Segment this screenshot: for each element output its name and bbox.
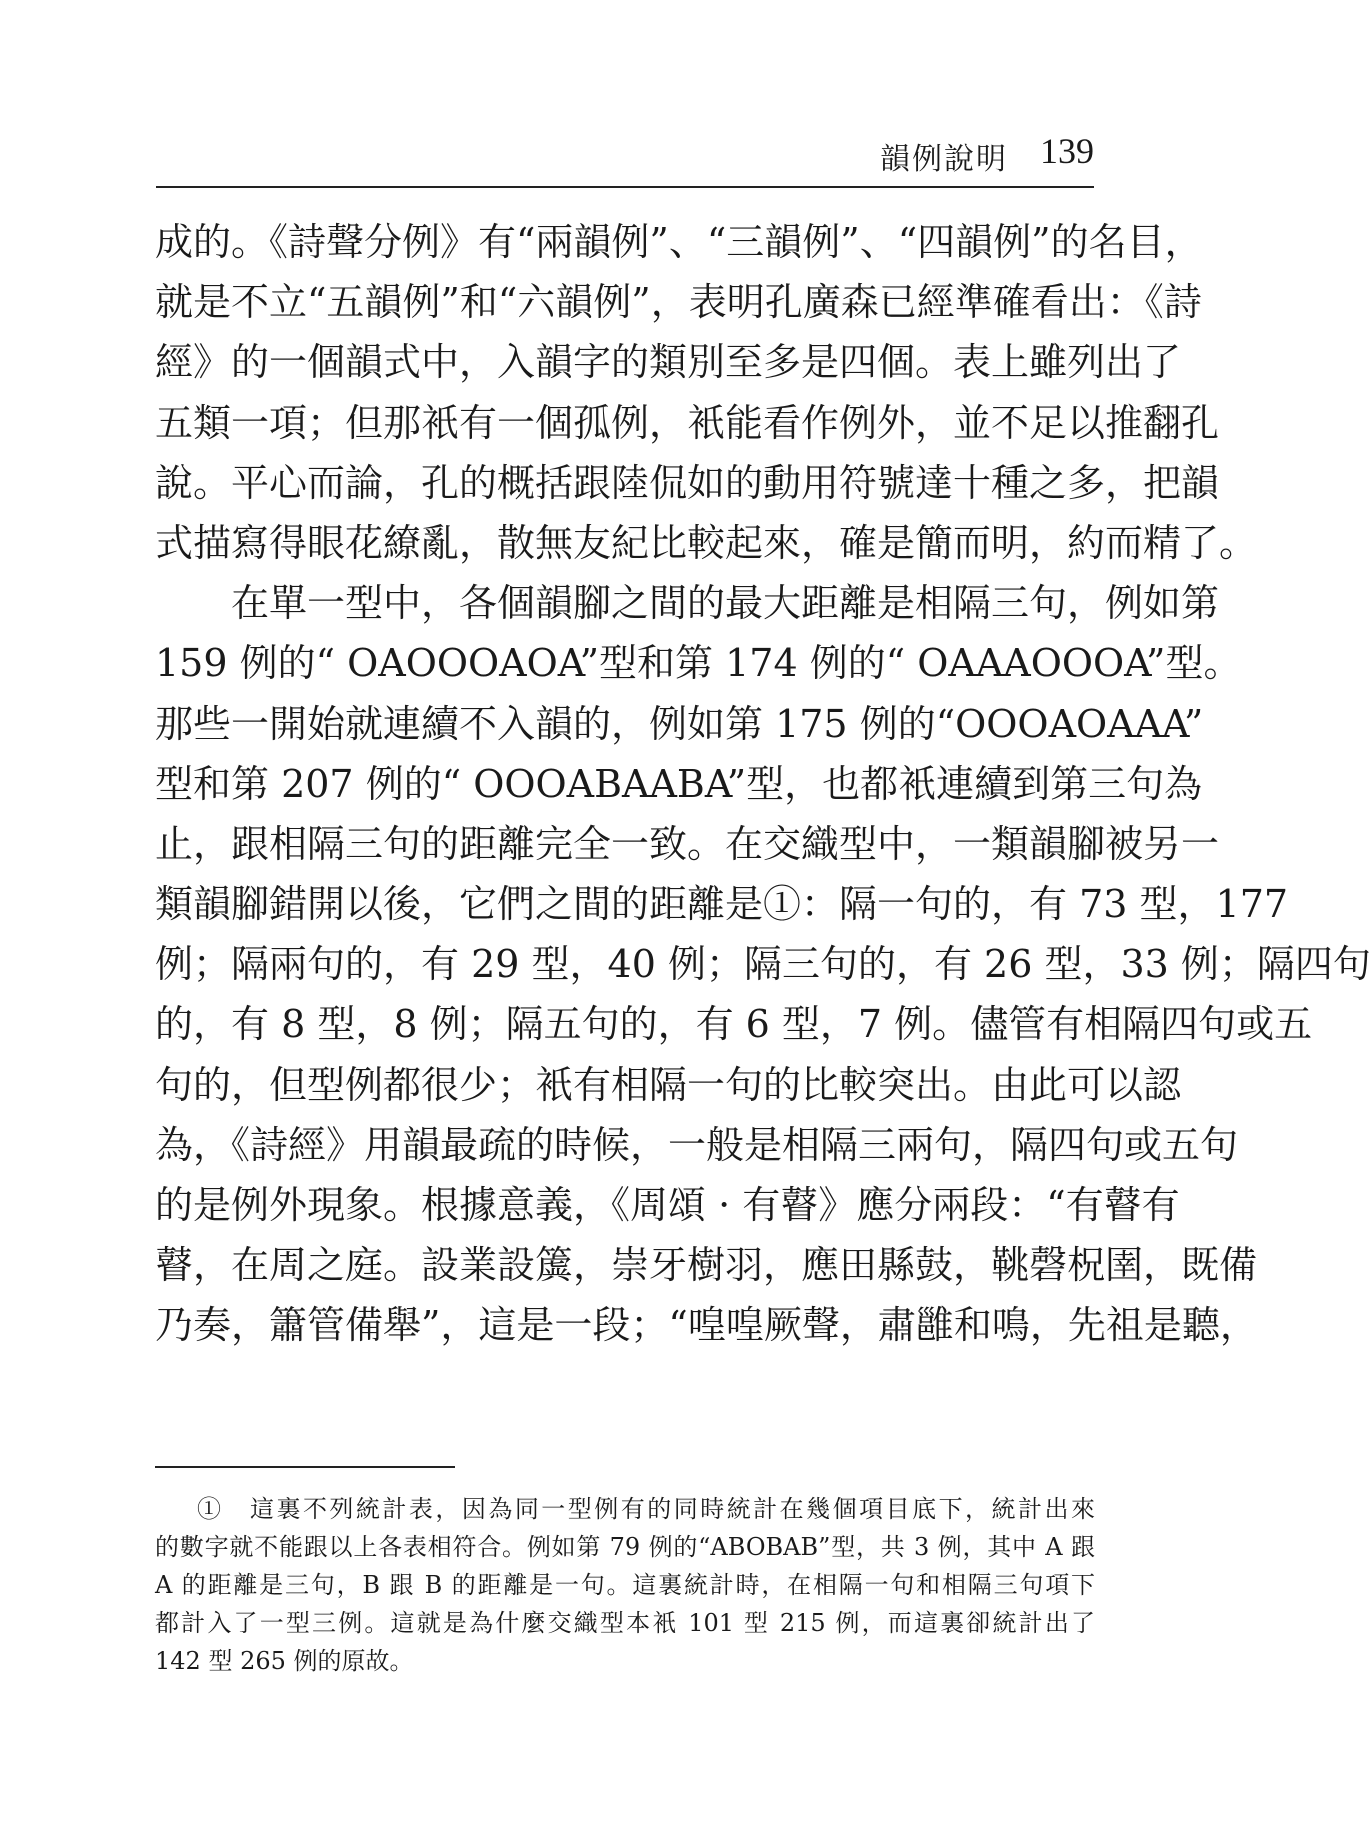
footnote-line: 142 型 265 例的原故。 (155, 1647, 414, 1675)
footnote-line: 的數字就不能跟以上各表相符合。例如第 79 例的“ABOBAB”型，共 3 例，其中 A 跟 (155, 1533, 1095, 1561)
body-line: 瞽，在周之庭。設業設簴，崇牙樹羽，應田縣鼓，鞉磬柷圉，既備 (155, 1243, 1258, 1288)
body-text (155, 212, 1371, 1356)
body-line: 止，跟相隔三句的距離完全一致。在交織型中，一類韻腳被另一 (155, 821, 1220, 866)
footnote-line: ① 這裏不列統計表，因為同一型例有的同時統計在幾個項目底下，統計出來 (197, 1495, 1095, 1523)
footnote (155, 1490, 1095, 1680)
page-number: 139 (1040, 131, 1094, 171)
body-line: 例；隔兩句的，有 29 型，40 例；隔三句的，有 26 型，33 例；隔四句 (155, 942, 1371, 987)
body-line: 說。平心而論，孔的概括跟陸侃如的動用符號達十種之多，把韻 (155, 460, 1220, 505)
body-line: 型和第 207 例的“ OOOABAABA”型，也都衹連續到第三句為 (155, 761, 1203, 806)
body-line: 那些一開始就連續不入韻的，例如第 175 例的“OOOAOAAA” (155, 701, 1204, 746)
body-line: 五類一項；但那衹有一個孤例，衹能看作例外，並不足以推翻孔 (155, 400, 1220, 445)
body-line: 乃奏，簫管備舉”，這是一段；“喤喤厥聲，肅雝和鳴，先祖是聽， (155, 1303, 1258, 1348)
footnote-line: A 的距離是三句，B 跟 B 的距離是一句。這裏統計時，在相隔一句和相隔三句項下 (155, 1571, 1095, 1599)
body-line: 句的，但型例都很少；衹有相隔一句的比較突出。由此可以認 (155, 1062, 1182, 1107)
body-line: 159 例的“ OAOOOAOA”型和第 174 例的“ OAAAOOOA”型。 (155, 641, 1242, 686)
body-line: 就是不立“五韻例”和“六韻例”，表明孔廣森已經準確看出：《詩 (155, 280, 1202, 325)
body-line: 在單一型中，各個韻腳之間的最大距離是相隔三句，例如第 (231, 581, 1220, 626)
body-line: 成的。《詩聲分例》有“兩韻例”、“三韻例”、“四韻例”的名目， (155, 220, 1203, 264)
body-line: 式描寫得眼花繚亂，散無友紀比較起來，確是簡而明，約而精了。 (155, 520, 1258, 565)
body-line: 的，有 8 型，8 例；隔五句的，有 6 型，7 例。儘管有相隔四句或五 (155, 1002, 1313, 1047)
body-line: 類韻腳錯開以後，它們之間的距離是①：隔一句的，有 73 型，177 (155, 882, 1289, 927)
running-title: 韻例說明 (880, 142, 1008, 177)
footnote-line: 都計入了一型三例。這就是為什麼交織型本衹 101 型 215 例，而這裏卻統計出了 (155, 1609, 1095, 1637)
footnote-rule (155, 1466, 455, 1468)
body-line: 為，《詩經》用韻最疏的時候，一般是相隔三兩句，隔四句或五句 (155, 1122, 1239, 1167)
body-line: 的是例外現象。根據意義，《周頌 · 有瞽》應分兩段：“有瞽有 (155, 1183, 1180, 1227)
body-line: 經》的一個韻式中，入韻字的類別至多是四個。表上雖列出了 (155, 340, 1182, 385)
running-header (156, 128, 1094, 188)
